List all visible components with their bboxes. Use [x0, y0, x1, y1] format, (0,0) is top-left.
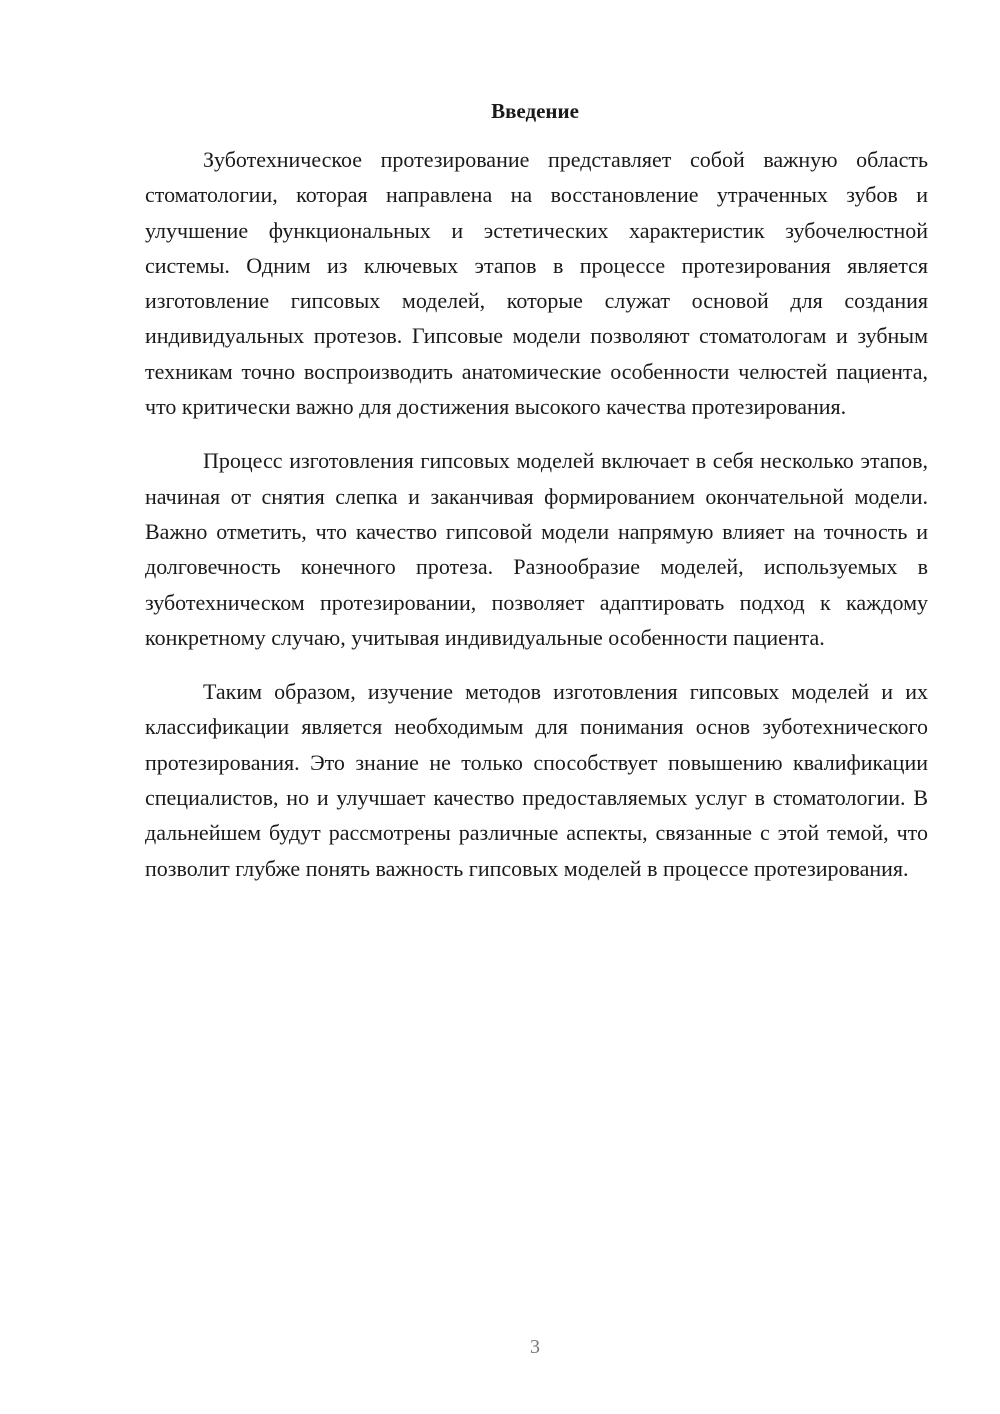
paragraph-2: Процесс изготовления гипсовых моделей включает в себя несколько этапов, начиная от снятия слепка и заканчивая формированием окончательной модели. Важно отметить, что качество гипсовой модели напрямую влияет на точность и долговечность конечного протеза. Разнообразие моделей, используемых в зуботехническом протезировании, позволяет адаптировать подход к каждому конкретному случаю, учитывая индивидуальные особенности пациента.: [145, 448, 928, 650]
page-number: 3: [530, 1336, 540, 1358]
body-text: [145, 142, 928, 905]
section-title: Введение: [491, 99, 579, 123]
paragraph-3: Таким образом, изучение методов изготовления гипсовых моделей и их классификации является необходимым для понимания основ зуботехнического протезирования. Это знание не только способствует повышению квалификации специалистов, но и улучшает качество предоставляемых услуг в стоматологии. В дальнейшем будут рассмотрены различные аспекты, связанные с этой темой, что позволит глубже понять важность гипсовых моделей в процессе протезирования.: [145, 679, 928, 881]
paragraph-1: Зуботехническое протезирование представляет собой важную область стоматологии, которая направлена на восстановление утраченных зубов и улучшение функциональных и эстетических характеристик зубочелюстной системы. Одним из ключевых этапов в процессе протезирования является изготовление гипсовых моделей, которые служат основой для создания индивидуальных протезов. Гипсовые модели позволяют стоматологам и зубным техникам точно воспроизводить анатомические особенности челюстей пациента, что критически важно для достижения высокого качества протезирования.: [145, 147, 928, 420]
